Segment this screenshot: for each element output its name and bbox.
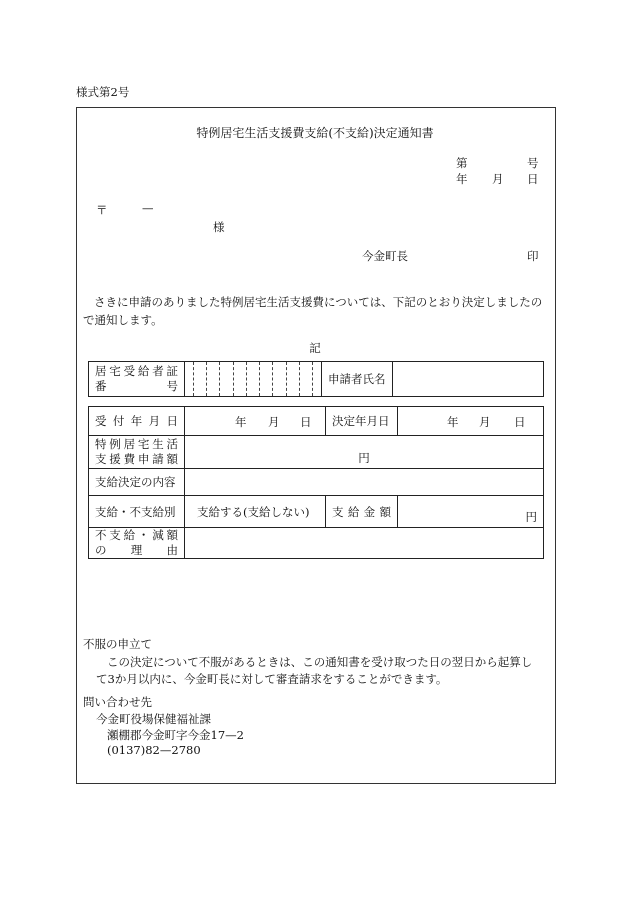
applicant-name-label: 申請者氏名 [322,362,393,397]
date-month: 月 [492,172,504,186]
reason-label: 不支給・減額 の理由 [89,528,185,559]
appeal-heading: 不服の申立て [83,637,152,651]
date-day: 日 [527,172,539,186]
received-date-field[interactable]: 年 月 日 [185,407,326,436]
payment-amount-label: 支給金額 [326,496,398,528]
cert-number-label: 居宅受給者証 番号 [89,362,185,397]
received-date-label: 受付年月日 [89,407,185,436]
payment-amount-field[interactable] [398,496,544,528]
contact-heading: 問い合わせ先 [83,695,152,709]
certificate-table [88,361,544,397]
cert-number-digit-boxes [193,362,313,396]
application-amount-label: 特例居宅生活 支援費申請額 [89,436,185,469]
amount-unit: 円 [358,451,370,465]
ki-heading: 記 [309,341,321,355]
intro-paragraph: さきに申請のありました特例居宅生活支援費については、下記のとおり決定しましたので通知します。 [83,295,543,327]
doc-no-dai: 第 [456,156,468,170]
payment-type-value[interactable]: 支給する(支給しない) [185,496,326,528]
payment-unit: 円 [525,510,537,524]
reason-field[interactable] [185,528,544,559]
doc-no-go: 号 [527,156,539,170]
issuer-name: 今金町長 [362,249,408,263]
issuer-seal: 印 [527,249,539,263]
applicant-name-field[interactable] [393,362,544,397]
postal-mark: 〒 [96,203,108,217]
application-amount-field[interactable] [185,436,544,469]
payment-type-label: 支給・不支給別 [89,496,185,528]
cert-number-field[interactable] [185,362,322,397]
recipient-sama: 様 [213,220,225,234]
decision-date-field[interactable]: 年 月 日 [398,407,544,436]
form-number: 様式第2号 [76,85,130,99]
appeal-line-1: この決定について不服があるときは、この通知書を受け取つた日の翌日から起算し [107,655,533,669]
appeal-line-2: て3か月以内に、今金町長に対して審査請求をすることができます。 [96,672,448,686]
decision-table [88,406,544,559]
decision-content-field[interactable] [185,469,544,496]
document-title: 特例居宅生活支援費支給(不支給)決定通知書 [196,126,434,140]
contact-phone: (0137)82—2780 [107,743,201,757]
decision-content-label: 支給決定の内容 [89,469,185,496]
contact-address: 瀬棚郡今金町字今金17—2 [107,728,244,742]
contact-dept: 今金町役場保健福祉課 [96,712,211,726]
decision-date-label: 決定年月日 [326,407,398,436]
date-year: 年 [456,172,468,186]
postal-dash: — [142,201,154,215]
